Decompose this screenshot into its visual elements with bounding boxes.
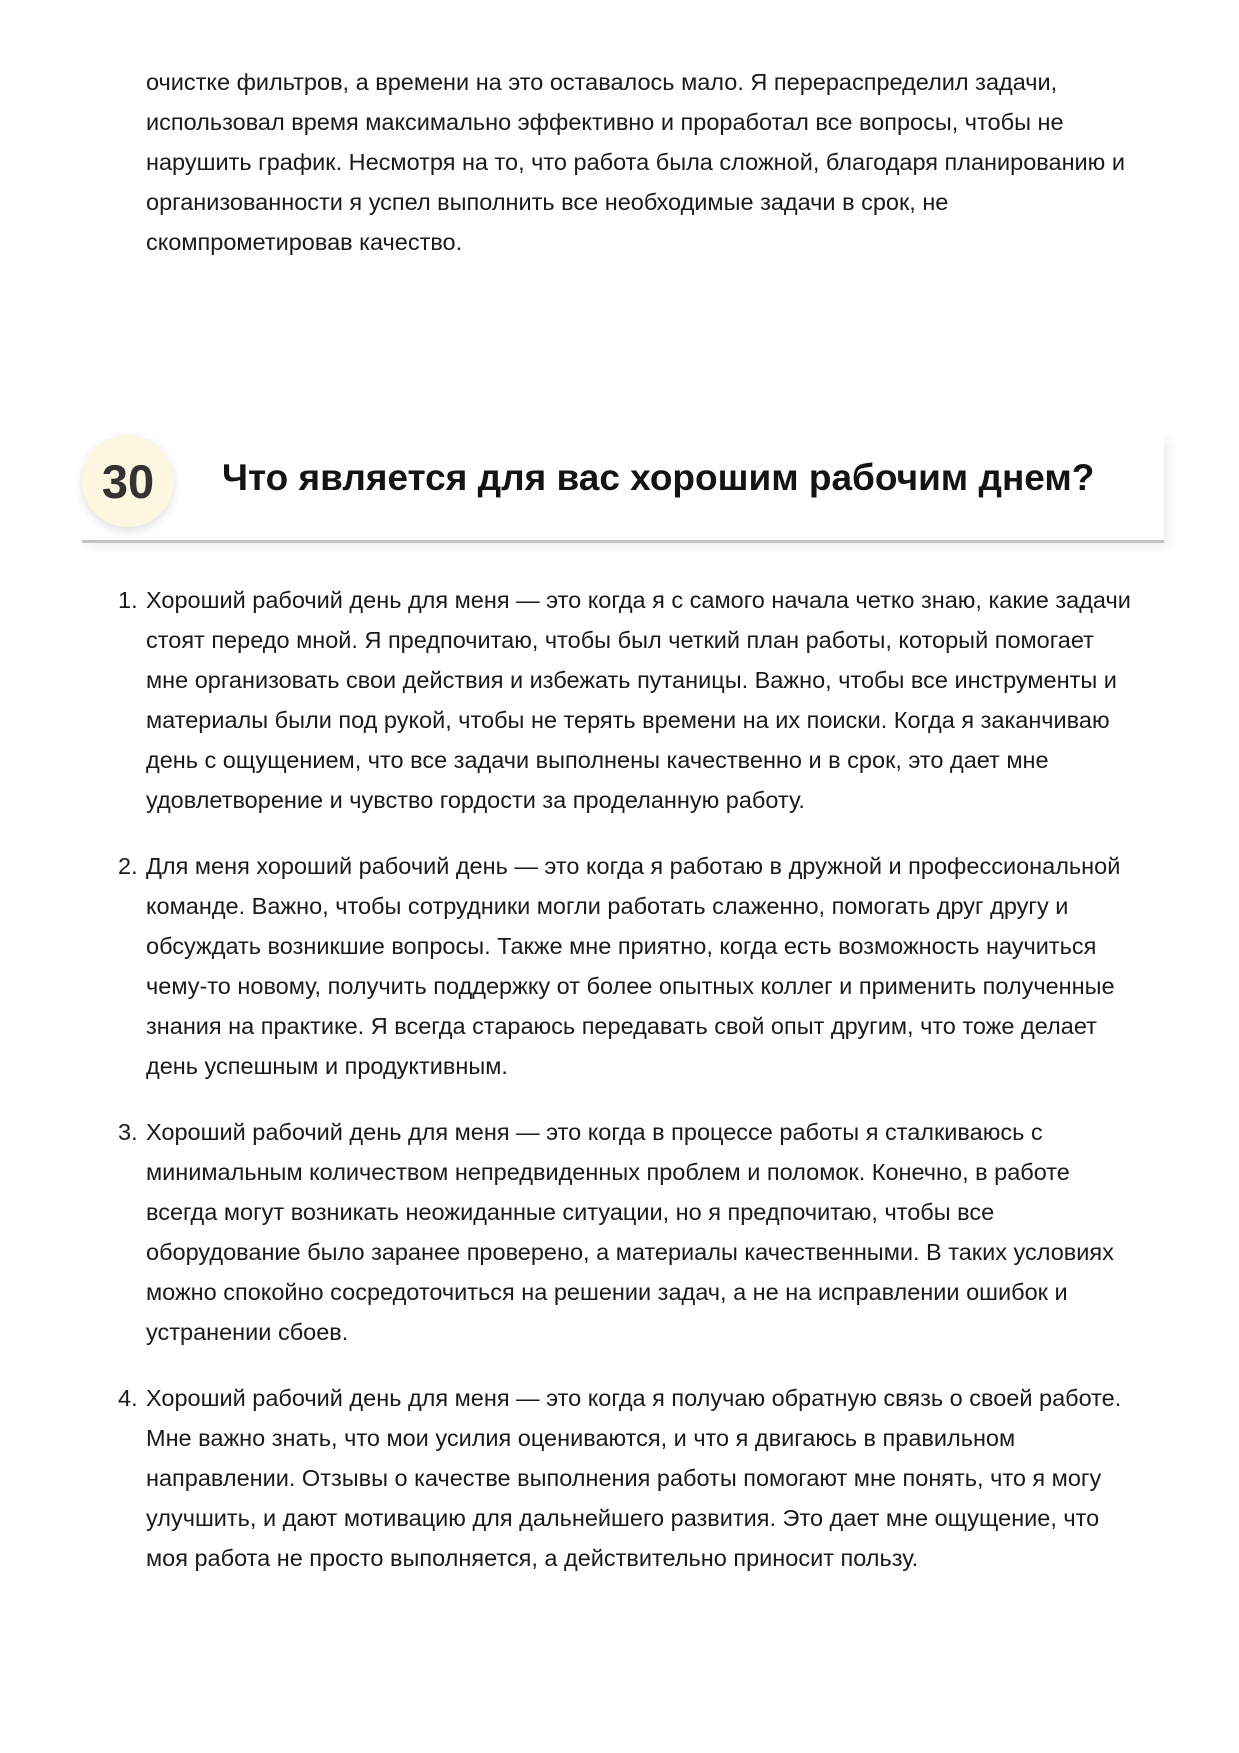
answer-text: Для меня хороший рабочий день — это когда я работаю в дружной и профессиональной команде. Важно, чтобы сотрудники могли работать слаженно, помогать друг другу и обсуждать возникшие вопросы. Также мне приятно, когда есть возможность научиться чему-то новому, получить поддержку от более опытных коллег и применить полученные знания на практике. Я всегда стараюсь передавать свой опыт другим, что тоже делает день успешным и продуктивным. — [146, 853, 1121, 1079]
answer-number: 4. — [118, 1385, 138, 1411]
answer-text: Хороший рабочий день для меня — это когда в процессе работы я сталкиваюсь с минимальным количеством непредвиденных проблем и поломок. Конечно, в работе всегда могут возникать неожиданные ситуации, но я предпочитаю, чтобы все оборудование было заранее проверено, а материалы качественными. В таких условиях можно спокойно сосредоточиться на решении задач, а не на исправлении ошибок и устранении сбоев. — [146, 1119, 1114, 1345]
question-title: Что является для вас хорошим рабочим днем? — [222, 457, 1095, 498]
answer-list — [118, 580, 1136, 1604]
answer-text: Хороший рабочий день для меня — это когда я с самого начала четко знаю, какие задачи стоят передо мной. Я предпочитаю, чтобы был четкий план работы, который помогает мне организовать свои действия и избежать путаницы. Важно, чтобы все инструменты и материалы были под рукой, чтобы не терять времени на их поиски. Когда я заканчиваю день с ощущением, что все задачи выполнены качественно и в срок, это дает мне удовлетворение и чувство гордости за проделанную работу. — [146, 587, 1131, 813]
question-number-badge: 30 — [82, 435, 174, 527]
answer-number: 1. — [118, 587, 138, 613]
answer-item — [118, 1378, 1136, 1578]
answer-item — [118, 1112, 1136, 1352]
answer-number: 3. — [118, 1119, 138, 1145]
answer-number: 2. — [118, 853, 138, 879]
answer-item — [118, 580, 1136, 820]
answer-text: Хороший рабочий день для меня — это когда я получаю обратную связь о своей работе. Мне важно знать, что мои усилия оцениваются, и что я двигаюсь в правильном направлении. Отзывы о качестве выполнения работы помогают мне понять, что я могу улучшить, и дают мотивацию для дальнейшего развития. Это дает мне ощущение, что моя работа не просто выполняется, а действительно приносит пользу. — [146, 1385, 1122, 1571]
question-header — [82, 435, 1164, 543]
answer-item — [118, 846, 1136, 1086]
intro-paragraph: очистке фильтров, а времени на это оставалось мало. Я перераспределил задачи, использовал время максимально эффективно и проработал все вопросы, чтобы не нарушить график. Несмотря на то, что работа была сложной, благодаря планированию и организованности я успел выполнить все необходимые задачи в срок, не скомпрометировав качество. — [146, 69, 1125, 255]
